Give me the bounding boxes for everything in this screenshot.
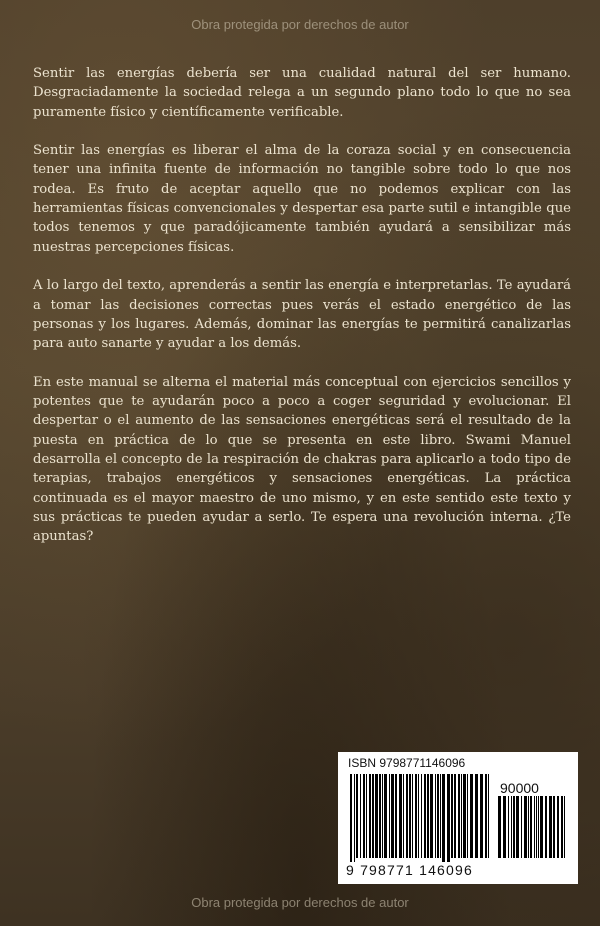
barcode-bar	[421, 774, 422, 858]
barcode-bar	[395, 774, 397, 858]
barcode-bar	[430, 774, 433, 858]
barcode-bar	[508, 796, 509, 858]
isbn-barcode	[338, 752, 578, 884]
barcode-bar	[366, 774, 367, 858]
ean13-bars	[350, 774, 492, 862]
barcode-bar	[470, 774, 473, 858]
barcode-bar	[424, 774, 426, 858]
barcode-bar	[435, 774, 436, 858]
barcode-bar	[530, 796, 532, 858]
barcode-bar	[528, 796, 529, 858]
barcode-bar	[406, 774, 408, 858]
barcode-bar	[409, 774, 411, 858]
barcode-bar	[545, 796, 547, 858]
barcode-bar	[356, 774, 358, 858]
barcode-bar	[561, 796, 563, 858]
barcode-bar	[412, 774, 413, 858]
back-cover-text	[33, 64, 571, 566]
paragraph-2: Sentir las energías es liberar el alma de la coraza social y en consecuencia tener una infinita fuente de información no tangible sobre todo lo que nos rodea. Es fruto de aceptar aquello que no podemos explicar con las herramientas físicas convencionales y despertar esa parte sutil e intangible que todos tenemos y que paradójicamente también ayudará a sensibilizar más nuestras percepciones físicas.	[33, 143, 571, 255]
barcode-bar	[536, 796, 537, 858]
barcode-bar	[391, 774, 394, 858]
copyright-watermark-top: Obra protegida por derechos de autor	[191, 17, 409, 32]
barcode-bar	[427, 774, 429, 858]
barcode-bar	[463, 774, 466, 858]
paragraph-4: En este manual se alterna el material más conceptual con ejercicios sencillos y potentes que te ayudarán poco a poco a coger seguridad y evolucionar. El despertar o el aumento de las sensaciones energéticas será el resultado de la puesta en práctica de lo que se presenta en este libro. Swami Manuel desarrolla el concepto de la respiración de chakras para aplicarlo a todo tipo de terapias, trabajos energéticos y sensaciones energéticas. La práctica continuada es el mayor maestro de uno mismo, y en este sentido este texto y sus prácticas te pueden ayudar a serlo. Te espera una revolución interna. ¿Te apuntas?	[33, 374, 571, 545]
barcode-bar	[403, 774, 404, 858]
barcode-bar	[354, 774, 355, 862]
barcode-bar	[415, 774, 417, 858]
barcode-bar	[534, 796, 535, 858]
barcode-digits: 9 798771 146096	[346, 862, 473, 878]
barcode-bar	[440, 774, 441, 858]
barcode-bar	[511, 796, 512, 858]
barcode-bar	[480, 774, 483, 858]
barcode-bar	[379, 774, 381, 858]
barcode-bar	[538, 796, 539, 858]
barcode-bar	[399, 774, 402, 858]
barcode-bar	[557, 796, 559, 858]
barcode-bar	[447, 774, 450, 862]
barcode-bar	[521, 796, 522, 858]
barcode-bar	[389, 774, 390, 858]
barcode-bar	[442, 774, 445, 862]
barcode-bar	[375, 774, 378, 858]
barcode-bar	[451, 774, 453, 858]
barcode-bar	[549, 796, 552, 858]
barcode-bar	[369, 774, 371, 858]
paragraph-3: A lo largo del texto, aprenderás a sentir las energía e interpretarlas. Te ayudará a tomar las decisiones correctas pues verás el estado energético de las personas y los lugares. Además, dominar las energías te permitirá canalizarlas para auto sanarte y ayudar a los demás.	[33, 278, 571, 352]
copyright-watermark-bottom: Obra protegida por derechos de autor	[191, 895, 409, 910]
barcode-bar	[454, 774, 456, 858]
barcode-bar	[382, 774, 383, 858]
barcode-bar	[360, 774, 361, 858]
barcode-bar	[384, 774, 387, 858]
barcode-bar	[564, 796, 565, 858]
barcode-bar	[516, 796, 519, 858]
barcode-bar	[363, 774, 365, 858]
barcode-bar	[461, 774, 462, 858]
barcode-bar	[467, 774, 468, 858]
barcode-bar	[418, 774, 419, 858]
barcode-bar	[437, 774, 439, 858]
barcode-bar	[540, 796, 543, 858]
barcode-bar	[524, 796, 527, 858]
barcode-bar	[498, 796, 501, 858]
barcode-bar	[488, 774, 489, 858]
price-code: 90000	[500, 780, 539, 796]
addon-bars	[498, 796, 568, 860]
barcode-bar	[475, 774, 478, 858]
barcode-bar	[485, 774, 487, 858]
barcode-bar	[350, 774, 352, 862]
barcode-bar	[372, 774, 374, 858]
barcode-bar	[458, 774, 460, 858]
barcode-bar	[553, 796, 555, 858]
barcode-bar	[513, 796, 515, 858]
paragraph-1: Sentir las energías debería ser una cualidad natural del ser humano. Desgraciadamente la sociedad relega a un segundo plano todo lo que no sea puramente físico y científicamente verificable.	[33, 66, 571, 120]
barcode-bar	[503, 796, 506, 858]
isbn-label: ISBN 9798771146096	[348, 756, 466, 770]
